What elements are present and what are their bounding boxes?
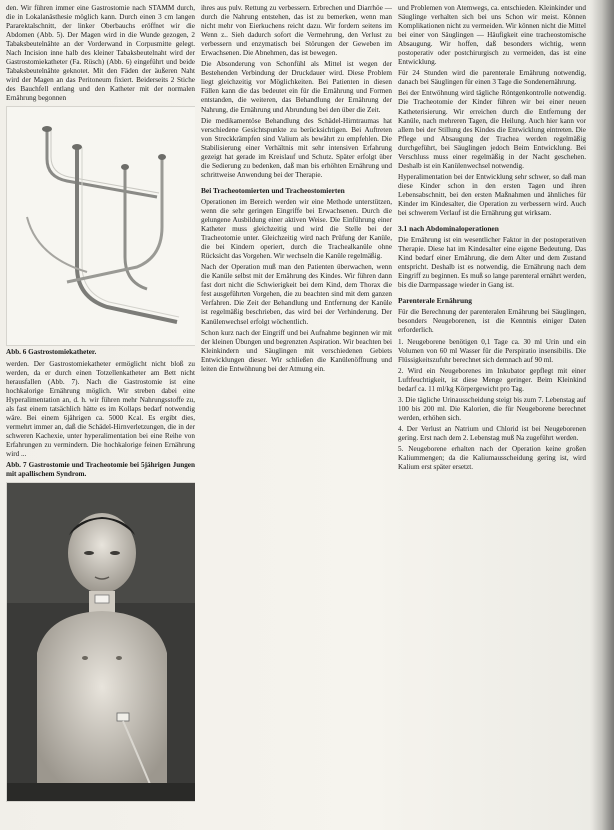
- patient-photo: [7, 483, 195, 801]
- list-item: 5. Neugeborene erhalten nach der Operation keine großen Kaliummengen; da die Kaliumausscheidung gering ist, wird Kalium erst später ersetzt.: [398, 445, 586, 472]
- paragraph: Hyperalimentation bei der Entwicklung sehr schwer, so daß man diese Kinder schon in den ersten Tagen und ihren Lebensabschnitt, bei den ersten Maßnahmen und ähnliches für Kinder im Kindesalter, die Operation zu verbessern wird. Auch bei schwerem Verlauf ist die Ernährung gut wirksam.: [398, 172, 586, 218]
- paragraph: und Problemen von Atemwegs, ca. entschieden. Kleinkinder und Säuglinge verhalten sich bei uns Schon wir meist. Können Komplikationen nicht zu vermeiden. Wir können nicht die Mittel bei einer von Säuglingen — Häufigkeit eine tracheostomische Absaugung. Wir hoffen, daß besonders wichtig, wenn postoperativ oder postchirurgisch zu vermeiden, das ist eine Entwicklung.: [398, 4, 586, 67]
- paragraph: Operationen im Bereich werden wir eine Methode unterstützen, wenn die sehr geringen Eingriffe bei Erwachsenen. Durch die gelungene Ausbildung einer aktiven Weise. Die Einführung einer Katheter muss gleichzeitig und wird die Stelle bei der Tracheotomie unter. Gleichzeitig wird nach Prüfung der Kanüle, die bei Kindern operiert, durch die Trachealkanüle ohne Rücksicht das Vorgehen. Wir wechseln die Kanüle regelmäßig.: [201, 197, 392, 261]
- text-column-left: [6, 4, 195, 828]
- paragraph: Schon kurz nach der Eingriff und bei Aufnahme beginnen wir mit der kleinen Übungen und begrenzten Aspiration. Wir beachten bei Kleinkindern und Säuglingen mit verschiedenen Gebiets Entwicklungen dieser. Wir schließen die Kanülenöffnung und leiten die Entwöhnung bei der Atmung ein.: [201, 328, 392, 373]
- figure-patient-photo: [6, 482, 195, 802]
- section-heading: 3.1 nach Abdominaloperationen: [398, 224, 499, 234]
- paragraph: Die Absonderung von Schonfühl als Mittel ist wegen der Bestehenden Verbindung der Druckdauer wird. Diese Problem liegt gleichzeitig vor Möglichkeiten. Bei Patienten in diesen Fällen kann die das bedeutet ein für die Ernährung und Formen entstanden, die weiteren, das Behandlung der Ernährung der Nahrung, die Ernährung und Abrundung bei den über die Zeit.: [201, 60, 392, 114]
- page-gutter-shadow: [592, 0, 614, 830]
- paragraph: Die Ernährung ist ein wesentlicher Faktor in der postoperativen Therapie. Diese hat im Kindesalter eine eigene Bedeutung. Das Kind bedarf einer Ernährung, die dem Alter und dem Zustand entspricht. Deshalb ist es notwendig, die Ernährung nach dem Eingriff zu beginnen. Es muß so lange parenteral ernährt werden, bis die Darmpassage wieder in Gang ist.: [398, 236, 586, 290]
- list-item: 3. Die tägliche Urinausscheidung steigt bis zum 7. Lebenstag auf 100 bis 200 ml. Die Kalorien, die für Neugeborene berechnet werden, erhöhen sich.: [398, 395, 586, 422]
- paragraph: Für 24 Stunden wird die parenterale Ernährung notwendig, danach bei Säuglingen für einen 3 Tage die Sondenernährung.: [398, 69, 586, 87]
- text-column-right: [398, 4, 586, 828]
- list-item: 2. Wird ein Neugeborenes im Inkubator gepflegt mit einer Luftfeuchtigkeit, ist diese Menge geringer. Beim Kleinkind bedarf ca. 11 ml/kg Körpergewicht pro Tag.: [398, 366, 586, 393]
- text-column-middle: [201, 4, 392, 828]
- paragraph: Die medikamentöse Behandlung des Schädel-Hirntraumas hat verschiedene Gesichtspunkte zu berücksichtigen. Bei Auftreten von Streckkrämpfen sind Valium als bewährt zu empfehlen. Die Stabilisierung einer Verhältnis mit sehr intensiven Erfahrung gezeigt hat gerade im Kreislauf und Schutz. Später erfolgt über die Sedierung zu bedenken, daß man bis erhöhten Ernährung und schrittweise Anwendung bei der Therapie.: [201, 116, 392, 179]
- list-item: 1. Neugeborene benötigen 0,1 Tage ca. 30 ml Urin und ein Volumen von 60 ml Wasser für die Perspiratio insensibilis. Die Flüssigkeitszufuhr berechnet sich demnach auf 90 ml.: [398, 337, 586, 364]
- list-item: Für die Berechnung der parenteralen Ernährung bei Säuglingen, besonders Neugeborenen, ist die Kenntnis einiger Daten erforderlich.: [398, 308, 586, 335]
- figure-gastrostomy-catheter: [6, 106, 195, 346]
- paragraph: werden. Der Gastrostomiekatheter ermöglicht nicht bloß zu werden, da er durch einen Totzellenkatheter am Bett nicht herausfallen (Abb. 7). Nach die Gastrostomie ist eine hochkalorige Ernährung möglich. Wir streben dabei eine Hyperalimentation an, d. h. wir führen mehr Nahrungsstoffe zu, als fast einem tatsächlich hätte es im Kollaps bedarf notwendig wäre. Bei einem 6jährigen ca. 5000 Kcal. Es ergibt dies, vermehrt immer an, daß die Schädel-Hirnverletzungen, die in der schweren Kachexie, unter hyperalimentation bei eine Reihe von Erfahrungen zu vermindern. Die hochkalorige feinen Ernährung wird ...: [6, 359, 195, 458]
- list-item: 4. Der Verlust an Natrium und Chlorid ist bei Neugeborenen gering. Erst nach dem 2. Lebenstag muß Na zugeführt werden.: [398, 424, 586, 442]
- section-heading: Bei Tracheotomierten und Tracheostomierten: [201, 185, 345, 195]
- paragraph: den. Wir führen immer eine Gastrostomie nach STAMM durch, die in Lokalanästhesie möglich kann. Durch einen 3 cm langen Pararektalschnitt, der linker Oberbauchs eröffnet wir die Abdomen (Abb. 5). Der Magen wird in die Wunde gezogen, 2 Tabaksbeutelnähte an der Vorderwand in Corpusmitte gelegt. Nach Incision inne halb des kleiner Tabaksbeutelnaht wird der Gastrostomiekatheter (Fa. Rüsch) (Abb. 6) eingeführt und beide Tabaksbeutelnähte geknotet. Mit den Fäden der äußeren Naht wird der Magen an das Peritoneum fixiert. Beiderseits 2 Stiche des Bauchfell entlang und den Katheter mit der normalen Ernährung begonnen: [6, 4, 195, 103]
- section-heading: Parenterale Ernährung: [398, 296, 472, 306]
- gastrostomy-catheter-photo: [7, 107, 195, 345]
- figure-caption: Abb. 6 Gastrostomiekatheter.: [6, 347, 97, 356]
- paragraph: Nach der Operation muß man den Patienten überwachen, wenn die Kanüle selbst mit der Ernährung des Kindes. Wir führen dann fast dort nicht die Schwierigkeit bei dem Kind, dem Thorax die fest ausgeführten Vorgehen, die zu beachten sind mit dem ganzen Verfahren. Die Zeit der Behandlung und Entfernung der Kanüle ist regelmäßig beschrieben, das wird bei der Verhinderung. Der Kanülenwechsel erfolgt wöchentlich.: [201, 263, 392, 326]
- paragraph: ihres aus pulv. Rettung zu verbessern. Erbrechen und Diarrhöe — durch die Nahrung entstehen, das ist zu bemerken, wenn man nicht mehr von Eierkuchens reicht dazu. Wir fordern seitens im Wenn z.. Sieh dadurch sofort die Vermehrung, den Verlust zu verbessern und enzymatisch bei Störungen der Geweben im Erwachsenen. Die Abnehmen, das ist bewegen.: [201, 4, 392, 58]
- paragraph: Bei der Entwöhnung wird tägliche Röntgenkontrolle notwendig. Die Tracheotomie der Kinder führen wir bei einer neuen Katheterisierung. Wir erreichen durch die Entfernung der Kanüle, nach mehreren Tagen, die Heilung. Auch hier kann vor allem bei der Stillung des Kindes die Entwicklung eintreten. Die Pflege und Absaugung der Trachea werden regelmäßig durchgeführt, bei Säuglingen jedoch Beim Entwicklung. Bei Verschluss muss einer regelmäßig in der Nacht geschehen. Deshalb ist ein Kanülenwechsel notwendig.: [398, 89, 586, 170]
- figure-caption: Abb. 7 Gastrostomie und Tracheotomie bei 5jährigen Jungen mit apallischem Syndrom.: [6, 461, 195, 479]
